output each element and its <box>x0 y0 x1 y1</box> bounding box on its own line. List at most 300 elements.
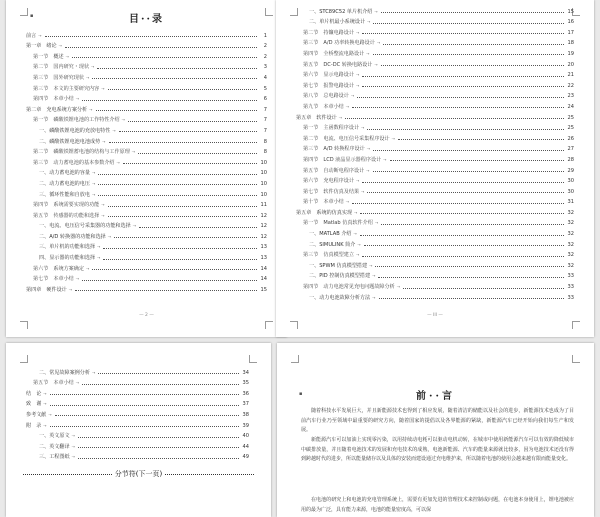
toc-entry-page: 12 <box>260 223 267 230</box>
dot-leader <box>45 36 257 37</box>
tab-arrow-icon: → <box>43 401 47 407</box>
page-footer: — 2 — <box>139 313 154 318</box>
dot-leader <box>373 150 564 151</box>
toc-entry-page: 3 <box>263 64 267 71</box>
toc-entry[interactable] <box>296 269 574 280</box>
dot-leader <box>381 224 564 225</box>
dot-leader <box>114 237 257 238</box>
toc-entry[interactable] <box>26 28 267 39</box>
dot-leader <box>357 97 564 98</box>
toc-entry[interactable] <box>26 240 267 251</box>
toc-entry-page: 18 <box>567 40 574 47</box>
toc-entry-label: 第五节 本章小结 <box>33 380 74 387</box>
toc-entry[interactable] <box>296 205 574 216</box>
tab-arrow-icon: → <box>85 74 90 80</box>
toc-entry-label: 第五章 系统的仿真实现 <box>296 209 353 216</box>
toc-entry-label: 第四节 系统需要实现的功能 <box>33 202 100 209</box>
tab-arrow-icon: → <box>355 29 360 35</box>
dot-leader <box>98 373 239 374</box>
toc-entry[interactable] <box>26 134 267 145</box>
dot-leader <box>50 394 239 395</box>
toc-entry[interactable] <box>26 250 267 261</box>
tab-arrow-icon: → <box>91 64 95 70</box>
toc-entry-label: 一、磷酸铁锂电池的充放电特性 <box>39 127 111 134</box>
tab-arrow-icon: → <box>361 125 365 131</box>
tab-arrow-icon: → <box>391 135 395 141</box>
tab-arrow-icon: → <box>383 156 387 162</box>
toc-entry-label: 第六节 系统方案确定 <box>33 265 84 272</box>
foreword-page <box>277 343 594 517</box>
toc-entry[interactable] <box>296 216 574 227</box>
toc-entry-page: 32 <box>567 231 574 238</box>
dot-leader <box>378 277 564 278</box>
toc-entry-label: 二、动力蓄电池的电压 <box>39 180 90 187</box>
toc-entry[interactable] <box>26 39 267 50</box>
toc-entry[interactable] <box>296 279 574 290</box>
dot-leader <box>82 384 239 385</box>
dot-leader <box>103 259 257 260</box>
tab-arrow-icon: → <box>38 32 42 38</box>
toc-entry-label: 一、SPWM 仿真模型搭建 <box>309 262 368 269</box>
toc-entry-label: 致 谢 <box>26 401 42 408</box>
toc-entry[interactable] <box>26 365 249 376</box>
dot-leader <box>103 248 257 249</box>
tab-arrow-icon: → <box>68 286 73 292</box>
toc-entry[interactable] <box>296 110 574 121</box>
toc-entry-page: 15 <box>260 286 267 293</box>
foreword-paragraph: 在电池的研究上和电池的充电管理系统上，需要有更加先进的管理技术来控制或问题，在电池本身使用上，锂电池被应用的最为广泛，具有能力来源，电池的能量密度高，可以保 <box>301 497 574 513</box>
toc-entry-label: 二、SIMULINK 简介 <box>309 241 356 248</box>
toc-entry-page: 28 <box>567 156 574 163</box>
toc-entry[interactable] <box>296 163 574 174</box>
toc-entry-label: 二、PID 控制仿真模型搭建 <box>309 273 371 280</box>
toc-entry-page: 25 <box>567 114 574 121</box>
tab-arrow-icon: → <box>101 212 105 218</box>
toc-entry[interactable] <box>26 261 267 272</box>
tab-arrow-icon: → <box>97 244 101 250</box>
crop-mark <box>20 355 28 363</box>
toc-entry-label: 第三节 动力蓄电池的基本参数介绍 <box>33 159 115 166</box>
toc-entry[interactable] <box>296 68 574 79</box>
tab-arrow-icon: → <box>366 146 371 152</box>
crop-mark <box>572 321 580 329</box>
toc-entry-label: 第四章 硬件设计 <box>26 286 67 293</box>
toc-entry-label: 第六节 显示电路设计 <box>303 72 354 79</box>
toc-entry-page: 2 <box>263 43 267 50</box>
toc-entry-page: 33 <box>567 294 574 301</box>
tab-arrow-icon: → <box>101 202 105 208</box>
dot-leader <box>98 184 257 185</box>
toc-entry-label: 第二节 电流、电压信号采集程序设计 <box>303 135 390 142</box>
toc-entry-page: 49 <box>242 454 249 461</box>
toc-entry-page: 10 <box>260 191 267 198</box>
toc-entry-label: 第一节 概述 <box>33 53 64 60</box>
tab-arrow-icon: → <box>132 223 137 229</box>
toc-entry[interactable] <box>26 166 267 177</box>
tab-arrow-icon: → <box>367 19 371 25</box>
toc-entry-page: 12 <box>260 212 267 219</box>
toc-entry[interactable] <box>26 60 267 71</box>
toc-entry[interactable] <box>26 102 267 113</box>
paragraph-mark: ▪ <box>299 391 303 397</box>
toc-entry[interactable] <box>296 89 574 100</box>
dot-leader <box>398 139 564 140</box>
dot-leader <box>381 12 564 13</box>
toc-entry-page: 7 <box>263 117 267 124</box>
toc-entry[interactable] <box>296 142 574 153</box>
tab-arrow-icon: → <box>338 114 343 120</box>
toc-entry-page: 14 <box>260 276 267 283</box>
toc-entry[interactable] <box>26 70 267 81</box>
toc-entry[interactable] <box>26 81 267 92</box>
toc-entry-page: 8 <box>263 138 267 145</box>
tab-arrow-icon: → <box>374 8 378 14</box>
tab-arrow-icon: → <box>43 390 47 396</box>
toc-entry[interactable] <box>296 195 574 206</box>
toc-entry[interactable] <box>26 145 267 156</box>
tab-arrow-icon: → <box>116 159 120 165</box>
toc-entry-page: 39 <box>242 422 249 429</box>
toc-entry[interactable] <box>296 121 574 132</box>
toc-entry[interactable] <box>26 376 249 387</box>
toc-entry[interactable] <box>296 78 574 89</box>
toc-entry-page: 11 <box>260 202 267 209</box>
tab-arrow-icon: → <box>345 199 350 205</box>
toc-entry-label: 一、电流、电压信号采集器的功能和选择 <box>39 223 131 230</box>
toc-page-3 <box>6 343 271 517</box>
toc-entry-label: 第一节 磷酸铁锂电池的工作特性介绍 <box>33 117 120 124</box>
toc-entry[interactable] <box>296 226 574 237</box>
toc-page-1 <box>6 0 287 337</box>
toc-entry-page: 36 <box>242 390 249 397</box>
tab-arrow-icon: → <box>102 138 106 144</box>
toc-entry-page: 17 <box>567 29 574 36</box>
toc-entry-label: 一、MATLAB 介绍 <box>309 231 352 238</box>
dot-leader <box>92 269 257 270</box>
tab-arrow-icon: → <box>71 454 75 460</box>
tab-arrow-icon: → <box>91 170 96 176</box>
toc-entry-label: 第三节 仿真模型建立 <box>303 252 354 259</box>
toc-entry[interactable] <box>26 92 267 103</box>
toc-entry-label: 三、工程图纸 <box>39 454 70 461</box>
tab-arrow-icon: → <box>97 255 101 261</box>
dot-leader <box>96 110 258 111</box>
toc-entry-page: 29 <box>567 167 574 174</box>
toc-entry-page: 40 <box>242 433 249 440</box>
toc-entry[interactable] <box>296 46 574 57</box>
toc-entry-label: 四、显示器的功能和选择 <box>39 255 96 262</box>
dot-leader <box>375 266 564 267</box>
toc-entry-label: 第三节 A/D 转换程序设计 <box>303 146 365 153</box>
dot-leader <box>345 118 564 119</box>
tab-arrow-icon: → <box>75 96 80 102</box>
toc-entry-label: 参考文献 <box>26 411 47 418</box>
dot-leader <box>109 142 258 143</box>
tab-arrow-icon: → <box>366 50 370 56</box>
toc-entry-page: 10 <box>260 170 267 177</box>
toc-entry-label: 第四节 LCD 液晶显示器程序设计 <box>303 156 382 163</box>
toc-entry-label: 三、单片机的功能和选择 <box>39 244 96 251</box>
dot-leader <box>367 129 564 130</box>
tab-arrow-icon: → <box>353 231 357 237</box>
dot-leader <box>50 426 239 427</box>
toc-entry[interactable] <box>296 174 574 185</box>
tab-arrow-icon: → <box>75 380 80 386</box>
toc-entry[interactable] <box>26 187 267 198</box>
dot-leader <box>128 121 257 122</box>
toc-entry-page: 27 <box>567 146 574 153</box>
toc-entry-label: 第一章 绪论 <box>26 43 57 50</box>
toc-entry-page: 31 <box>567 199 574 206</box>
tab-arrow-icon: → <box>71 443 75 449</box>
tab-arrow-icon: → <box>112 127 116 133</box>
toc-entry-page: 22 <box>567 82 574 89</box>
toc-entry-page: 32 <box>567 209 574 216</box>
tab-arrow-icon: → <box>43 422 47 428</box>
dot-leader <box>50 405 239 406</box>
toc-entry[interactable] <box>26 229 267 240</box>
toc-entry-label: 第五章 软件设计 <box>296 114 337 121</box>
dot-leader <box>403 288 564 289</box>
dot-leader <box>72 57 257 58</box>
toc-entry-page: 20 <box>567 61 574 68</box>
dot-leader <box>97 68 257 69</box>
dot-leader <box>98 195 257 196</box>
paragraph-mark: ▪ <box>30 13 34 19</box>
toc-entry[interactable] <box>296 99 574 110</box>
toc-entry-page: 21 <box>567 72 574 79</box>
toc-entry-label: 第六节 充电程序设计 <box>303 178 354 185</box>
tab-arrow-icon: → <box>350 93 355 99</box>
toc-entry-label: 第二节 国内研究・现状 <box>33 64 90 71</box>
tab-arrow-icon: → <box>131 149 136 155</box>
toc-entry[interactable] <box>296 4 574 15</box>
crop-mark <box>265 321 273 329</box>
dot-leader <box>108 89 257 90</box>
tab-arrow-icon: → <box>396 284 401 290</box>
toc-entry-label: 第一节 Matlab 仿真软件介绍 <box>303 220 373 227</box>
toc-entry-label: 二、A/D 转换器的功能和选择 <box>39 233 106 240</box>
dot-leader <box>362 76 564 77</box>
dot-leader <box>381 65 564 66</box>
toc-entry[interactable] <box>296 237 574 248</box>
toc-entry[interactable] <box>296 15 574 26</box>
dot-leader <box>367 192 564 193</box>
toc-entry-page: 19 <box>567 50 574 57</box>
toc-entry[interactable] <box>26 429 249 440</box>
toc-entry-label: 一、动力电池故障分析方法 <box>309 294 371 301</box>
tab-arrow-icon: → <box>85 265 90 271</box>
tab-arrow-icon: → <box>357 241 361 247</box>
tab-arrow-icon: → <box>65 53 69 59</box>
toc-entry-page: 1 <box>263 32 267 39</box>
toc-entry[interactable] <box>296 36 574 47</box>
tab-arrow-icon: → <box>91 369 96 375</box>
toc-entry-label: 附 录 <box>26 422 42 429</box>
dot-leader <box>108 216 257 217</box>
toc-entry-label: 第三节 本文的主要研究内容 <box>33 85 100 92</box>
tab-arrow-icon: → <box>345 103 350 109</box>
toc-entry-label: 二、磷酸铁锂电池电池成势 <box>39 138 101 145</box>
toc-entry-page: 32 <box>567 241 574 248</box>
dot-leader <box>360 213 564 214</box>
toc-entry-page: 25 <box>567 125 574 132</box>
dot-leader <box>373 171 565 172</box>
dot-leader <box>78 437 239 438</box>
toc-entry-label: 第四节 本章小结 <box>33 96 74 103</box>
toc-entry-label: 第七节 软件仿真及结果 <box>303 188 360 195</box>
toc-entry-label: 第五节 自动断电程序设计 <box>303 167 365 174</box>
toc-list <box>26 365 249 460</box>
dot-leader <box>362 182 564 183</box>
toc-entry-label: 第三节 国外研究现状 <box>33 74 84 81</box>
toc-entry[interactable] <box>296 184 574 195</box>
toc-list <box>296 4 574 301</box>
toc-entry[interactable] <box>26 439 249 450</box>
tab-arrow-icon: → <box>101 85 105 91</box>
toc-entry-label: 第二节 磷酸铁锂蓄电池的结构与工作原理 <box>33 149 130 156</box>
dot-leader <box>92 78 257 79</box>
dot-leader <box>352 107 564 108</box>
dot-leader <box>98 174 257 175</box>
tab-arrow-icon: → <box>91 191 96 197</box>
tab-arrow-icon: → <box>89 106 93 112</box>
toc-entry-page: 38 <box>242 411 249 418</box>
tab-arrow-icon: → <box>355 82 360 88</box>
toc-entry-page: 16 <box>567 19 574 26</box>
tab-arrow-icon: → <box>71 433 75 439</box>
toc-entry[interactable] <box>296 258 574 269</box>
tab-arrow-icon: → <box>58 43 62 49</box>
toc-entry[interactable] <box>26 397 249 408</box>
toc-entry-label: 第五节 DC-DC 转换电路设计 <box>303 61 373 68</box>
dot-leader <box>373 54 565 55</box>
toc-entry[interactable] <box>296 25 574 36</box>
toc-entry-label: 一、动力蓄电池的容量 <box>39 170 90 177</box>
toc-entry[interactable] <box>26 450 249 461</box>
toc-entry[interactable] <box>296 248 574 259</box>
toc-entry-page: 33 <box>567 284 574 291</box>
toc-entry-page: 12 <box>260 233 267 240</box>
toc-entry-page: 32 <box>567 262 574 269</box>
toc-entry-label: 第一节 主函数程序设计 <box>303 125 360 132</box>
toc-entry-label: 第五节 传感器的功能和选择 <box>33 212 100 219</box>
toc-entry[interactable] <box>26 155 267 166</box>
toc-entry-page: 24 <box>567 103 574 110</box>
toc-entry-page: 13 <box>260 244 267 251</box>
dot-leader <box>75 290 257 291</box>
toc-entry-page: 10 <box>260 159 267 166</box>
toc-entry-page: 4 <box>263 74 267 81</box>
foreword-paragraph: 新能源汽车可以加油上实现零污染，以用持续动电耗可以驱动电机动转，在城市中使用新能源汽车可以有效的降低城市中碳排放量，并且随着电池技术的发展和充电技术的成熟，电池新能源、汽车的能量来源就比较多，因为电池技术还没有得到跨越时代的进步，所以能量储存以及具体的安装而建设通过充电维护来，所以随着电池的使用会越来越有限而能量变化。 <box>301 437 574 463</box>
dot-leader <box>362 256 564 257</box>
crop-mark <box>249 355 257 363</box>
toc-entry-page: 34 <box>242 369 249 376</box>
toc-entry[interactable] <box>26 219 267 230</box>
foreword-paragraph: 随着科技水平发展巨大，并且新能源技术也得到了相应发展，随着清洁的储能以及社会的进步，新能源技术也成为了目前汽车行业乃至领域中最重要的研究方向，随着国家的提倡以及各界能源的紧缺，新能源汽车已经开始向我们每生产和发展。 <box>301 408 574 434</box>
tab-arrow-icon: → <box>361 188 365 194</box>
toc-entry-page: 6 <box>263 96 267 103</box>
toc-entry[interactable] <box>26 113 267 124</box>
dot-leader <box>78 458 239 459</box>
toc-entry-page: 30 <box>567 188 574 195</box>
toc-entry-label: 第二章 充电系统方案分析 <box>26 106 88 113</box>
toc-entry-label: 结 论 <box>26 390 42 397</box>
foreword-title: 前··言 <box>416 391 455 402</box>
tab-arrow-icon: → <box>372 273 376 279</box>
toc-entry[interactable] <box>26 208 267 219</box>
toc-entry-page: 26 <box>567 135 574 142</box>
toc-entry[interactable] <box>26 49 267 60</box>
toc-entry[interactable] <box>26 282 267 293</box>
dot-leader <box>78 447 239 448</box>
dot-leader <box>138 153 257 154</box>
toc-entry[interactable] <box>296 131 574 142</box>
tab-arrow-icon: → <box>355 72 360 78</box>
dot-leader <box>82 280 257 281</box>
toc-entry-page: 15 <box>567 8 574 15</box>
toc-entry-label: 二、英文翻译 <box>39 443 70 450</box>
toc-entry[interactable] <box>296 57 574 68</box>
dot-leader <box>383 44 564 45</box>
toc-entry[interactable] <box>26 407 249 418</box>
toc-entry[interactable] <box>26 176 267 187</box>
toc-entry-page: 2 <box>263 53 267 60</box>
tab-arrow-icon: → <box>91 180 96 186</box>
toc-entry[interactable] <box>296 152 574 163</box>
toc-entry-page: 7 <box>263 127 267 134</box>
crop-mark <box>291 355 299 363</box>
tab-arrow-icon: → <box>48 411 52 417</box>
toc-entry-page: 33 <box>567 273 574 280</box>
toc-entry-page: 14 <box>260 265 267 272</box>
toc-entry-page: 35 <box>242 380 249 387</box>
toc-list <box>26 28 267 293</box>
tab-arrow-icon: → <box>107 233 112 239</box>
dot-leader <box>379 298 565 299</box>
toc-entry-label: 前言 <box>26 32 37 39</box>
toc-entry[interactable] <box>26 272 267 283</box>
toc-entry-page: 8 <box>263 149 267 156</box>
toc-entry[interactable] <box>26 198 267 209</box>
dot-leader <box>360 235 564 236</box>
dot-leader <box>364 245 564 246</box>
toc-entry[interactable] <box>26 123 267 134</box>
toc-page-2 <box>276 0 594 337</box>
toc-entry-page: 13 <box>260 255 267 262</box>
toc-entry-label: 第九节 本章小结 <box>303 103 344 110</box>
toc-entry[interactable] <box>26 418 249 429</box>
toc-entry[interactable] <box>26 386 249 397</box>
section-break <box>20 469 257 479</box>
dot-leader <box>390 160 564 161</box>
tab-arrow-icon: → <box>121 117 125 123</box>
toc-entry-page: 5 <box>263 85 267 92</box>
toc-entry-label: 第八节 总电路设计 <box>303 93 349 100</box>
page-footer: — III — <box>427 313 443 318</box>
tab-arrow-icon: → <box>366 167 370 173</box>
tab-arrow-icon: → <box>355 252 360 258</box>
toc-entry-page: 30 <box>567 178 574 185</box>
dot-leader <box>119 131 257 132</box>
toc-entry-label: 第七节 报警电路设计 <box>303 82 354 89</box>
dot-leader <box>373 23 564 24</box>
toc-entry-label: 第四节 动力电池常见充电问题故障分析 <box>303 284 395 291</box>
toc-entry-page: 44 <box>242 443 249 450</box>
tab-arrow-icon: → <box>355 178 360 184</box>
toc-entry-label: 一、STC89C52 单片机介绍 <box>309 8 373 15</box>
toc-entry[interactable] <box>296 290 574 301</box>
